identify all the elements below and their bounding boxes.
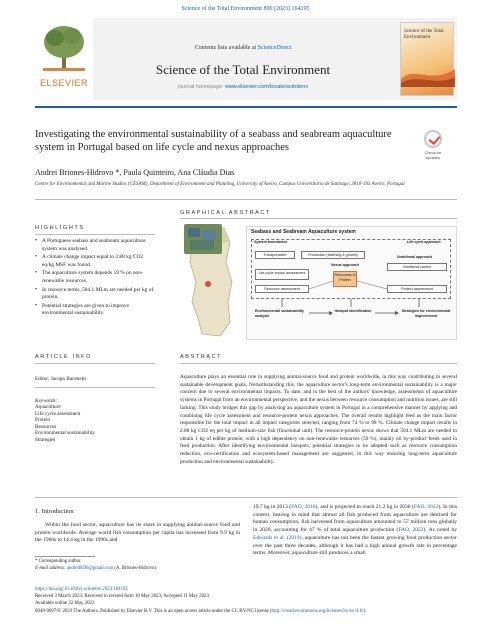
system-boundaries-label: System boundaries [254,240,288,244]
citation-link[interactable]: FAO, 2022 [398,527,424,534]
highlight-item: • A Portuguese seabass and seabream aquaculture system was analysed. [35,238,155,253]
ga-arrows [247,227,458,341]
footnote [35,559,240,572]
email-line [35,566,240,573]
abstract-text: Aquaculture plays an essential role in supplying animal-source food and protein worldwide, in this way contributing to several sustainable development goals. Notwithstanding this, the aquaculture sector's long-term environmental sustainability is a major concern due to several environmental impacts. To date, and to the best of the authors' knowledge, assessments of aquaculture systems in Portugal from an environmental perspective, and the nexus between resource consumption and nutrition issues, are still lacking. This study bridges this gap by analysing an aquaculture system in Portugal in a comprehensive manner by applying and combining life cycle assessment and resource-protein nexus approaches. The overall results highlight feed as the main factor responsible for the total impact in all impact categories selected, ranging from 74 % to 98 %. Climate change impact results in 2.88 kg CO2 eq per kg of medium-size fish (functional unit). The resource-protein nexus shows that 504.1 MLm are needed to obtain 1 kg of edible protein, with a high dependency on non-renewable resources (59 %), mainly oil by-product feeds used in feed production. After identifying environmental hotspots, potential strategies to be adopted such as resource consumption reduction, eco-certification and ecosystem-based management are suggested, in this way ensuring long-term aquaculture production and environmental sustainability. [180,374,457,465]
graphical-abstract-heading: GRAPHICAL ABSTRACT [180,210,271,216]
ga-output-strategies: Strategies for environmental improvement [401,309,451,318]
sciencedirect-link[interactable]: ScienceDirect [257,45,292,51]
editor-line: Editor: Jacopo Bacenetti [35,376,86,382]
check-for-updates-button[interactable] [418,130,448,164]
life-cycle-approach-label: Life cycle approach [407,240,441,244]
doi-link[interactable]: https://doi.org/10.1016/j.scitotenv.2023.164195 [35,587,128,592]
journal-homepage-line [93,84,393,90]
portugal-map [180,222,242,340]
resources-to-protein-box: Resources to Protein [333,271,357,287]
check-updates-label: Check for updates [424,150,442,160]
citation-link[interactable]: FAO, 2022 [413,504,439,510]
corresponding-author-note: * Corresponding author. [35,559,82,564]
keyword-item: Strategies [35,436,56,443]
journal-citation[interactable]: Science of the Total Environment 890 (2023) 164195 [181,6,310,12]
license-prefix: 0048-9697/© 2023 The Authors. Published by Elsevier B.V. This is an open access article under the CC BY-NC license ( [35,608,272,614]
aerial-photo [184,224,222,254]
journal-title: Science of the Total Environment [155,62,331,77]
email-suffix: (A. Briones-Hidrovo). [114,565,158,571]
highlight-item: • Potential strategies are given to improve environmental sustainability. [35,303,155,318]
check-updates-icon [424,130,442,148]
graphical-abstract-rule [180,218,457,219]
highlight-item: • The aquaculture system depends 59 % on non-renewable resources. [35,270,155,285]
abstract-section [180,354,457,466]
license-suffix: ). [363,608,367,614]
article-info-heading: ARTICLE INFO [35,354,92,360]
article-info-section [35,354,155,444]
graphical-abstract-figure[interactable] [180,222,457,342]
intro-right-column [253,504,457,558]
elsevier-tree-icon [41,24,87,72]
intro-text: , aquaculture has not been the fastest growing food production sector over the past three decades, although it has had a high annual growth rate in percentage terms. Moreover, aquaculture still produces a small [253,534,457,557]
author-list[interactable]: Andrei Briones-Hidrovo *, Paula Quinteiro, Ana Cláudia Dias [35,168,235,177]
intro-text: ). In this context, bearing in mind that almost all fish produced from aquaculture are destined for human consumption, fish harvested from aquaculture amounted to 57 million tons globally in 2020, accounting for 47 % of total aquaculture production ( [253,504,457,534]
email-label: E-mail address: [35,565,66,571]
highlights-rule [35,234,155,235]
abstract-rule [180,363,457,364]
homepage-link[interactable]: www.elsevier.com/locate/scitotenv [224,84,309,90]
publisher-name: ELSEVIER [39,78,89,88]
contents-available-line [93,45,393,51]
article-info-rule [35,363,155,364]
ga-output-hotspot: Hotspot identification [334,309,372,313]
nutritional-control-box: Nutritional control [387,263,447,271]
highlight-item: • A climate change impact equal to 2.88 kg CO2 eq/kg MSF was found. [35,254,155,269]
transportation-box: Transportation [255,251,295,259]
ga-output-sustainability: Environmental sustainability analysis [255,309,304,318]
elsevier-logo[interactable] [35,18,93,100]
ga-diagram-title: Seabass and Seabream Aquaculture system [251,229,356,235]
cover-title: Science of the Total Environment [404,29,444,40]
keyword-item: Environmental sustainability [35,430,95,437]
resource-assessment-box: Resource assessment [255,285,309,293]
lca-box: Life cycle impact assessment [255,269,309,280]
received-dates: Received 3 March 2023; Received in revised form 10 May 2023; Accepted 11 May 2023 [35,594,209,600]
nexus-approach-label: Nexus approach [331,263,359,267]
publication-info [35,586,460,615]
introduction-heading: 1. Introduction [35,508,74,515]
body-divider [35,497,457,498]
homepage-label: journal homepage: [177,84,224,90]
citation-link[interactable]: FAO, 2016 [291,504,316,510]
article-info-rule [35,387,155,388]
keyword-item: Aquaculture [35,404,61,410]
nutritional-approach-label: Nutritional approach [397,255,433,259]
available-online: Available online 22 May 2023 [35,601,95,607]
highlights-section [35,225,155,319]
article-title: Investigating the environmental sustainability of a seabass and seabream aquaculture system in Portugal based on life cycle and nexus approaches [35,129,392,153]
license-line [35,608,460,615]
masthead-rule [35,106,457,108]
keyword-item: Protein [35,417,50,424]
keywords-label: Keywords: [35,398,58,404]
intro-text: 19.7 kg in 2013 ( [253,504,292,510]
section-divider [35,199,457,200]
intro-text: ), and is projected to reach 21.2 kg in 2030 ( [315,504,414,510]
abstract-heading: ABSTRACT [180,354,223,360]
citation-link[interactable]: Edwards et al. (2019) [253,534,302,541]
highlight-item: • In resource terms, 504.1 MLm are needed per kg of protein. [35,287,155,302]
highlights-heading: HIGHLIGHTS [35,225,85,231]
author-affiliation: Centre for Environmental and Marine Studies (CESAM), Department of Environment and Planning, University of Aveiro, Campus Universitário de Santiago, 3810-193 Aveiro, Portugal [35,182,405,187]
intro-left-column: Within the food sector, aquaculture has its share in supplying animal-source food and protein worldwide. Average world fish consumption per capita has increased from 9.9 kg in the 1960s to 14.4 kg in the 1990s and [35,522,240,544]
production-box: Production (fattening & growth) [301,251,365,259]
keyword-item: Resources [35,423,57,430]
footnote-rule [35,556,95,557]
ga-diagram-panel [246,226,457,340]
keyword-item: Life cycle assessment [35,410,81,417]
intro-text: ). As noted by [423,527,457,534]
license-link[interactable]: http://creativecommons.org/licenses/by-nc/4.0/ [271,608,364,614]
contents-prefix: Contents lists available at [194,45,257,51]
email-link[interactable]: andreibh96@gmail.com [66,565,114,571]
protein-assessment-box: Protein assessment [387,285,447,293]
journal-cover-image[interactable] [400,22,454,96]
cover-artwork [401,61,455,87]
